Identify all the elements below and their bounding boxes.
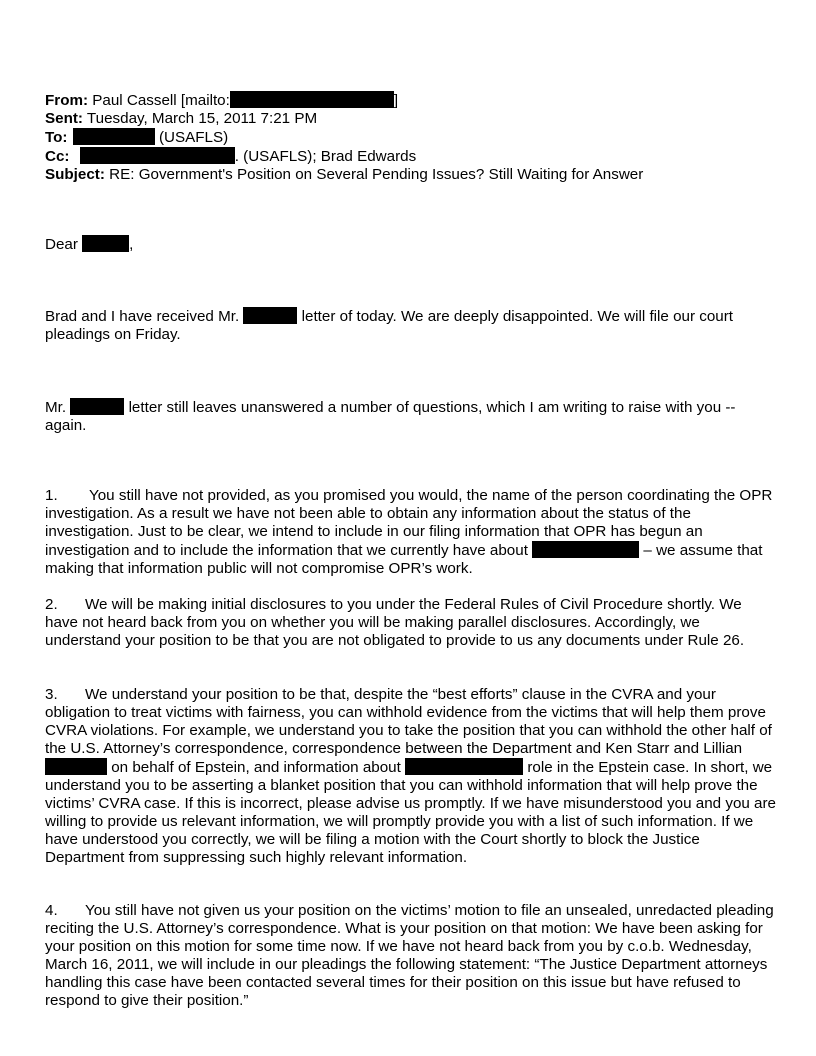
subject-line <box>45 166 777 184</box>
to-value: (USAFLS) <box>158 129 229 146</box>
redaction-box <box>532 541 639 558</box>
item1-before: You still have not provided, as you promised you would, the name of the person coordinating the OPR investigation. As a result we have not been able to obtain any information about the status of the investigation. Just to be clear, we intend to include in our filing information that OPR has begun an investigation and to include the information that we currently have about <box>45 487 773 559</box>
item3-part3: role in the Epstein case. In short, we understand you to be asserting a blanket position that you can withhold information that will help prove the victims’ CVRA case. If this is incorrect, please advise us promptly. If we have misunderstood you and you are willing to provide us relevant information, we will promptly provide you with a list of such information. If we have understood you correctly, we will be filing a motion with the Court shortly to block the Justice Department from suppressing such highly relevant information. <box>45 759 777 866</box>
email-header <box>45 91 777 184</box>
item-number: 1. <box>45 487 58 504</box>
greeting-prefix: Dear <box>45 236 78 253</box>
from-value: Paul Cassell [mailto: <box>92 92 230 109</box>
from-label: From: <box>45 92 89 109</box>
redaction-box <box>243 307 297 324</box>
subject-value: RE: Government's Position on Several Pending Issues? Still Waiting for Answer <box>109 166 644 183</box>
para1-before: Brad and I have received Mr. <box>45 308 240 325</box>
cc-value: . (USAFLS); Brad Edwards <box>234 148 417 165</box>
para2-before: Mr. <box>45 399 67 416</box>
item1-after: – we assume that making that information public will not compromise OPR’s work. <box>45 542 763 577</box>
paragraph-received-letter <box>45 307 777 344</box>
item-number: 3. <box>45 686 58 703</box>
item4-text: You still have not given us your position on the victims’ motion to file an unsealed, unredacted pleading reciting the U.S. Attorney’s correspondence. What is your position on that motion: We have been asking for your position on this motion for some time now. If we have not heard back from you by c.o.b. Wednesday, March 16, 2011, we will include in our pleadings the following statement: “The Justice Department attorneys handling this case have been contacted several times for their position on this issue but have refused to respond to give their position.” <box>45 902 774 1009</box>
redaction-box <box>230 91 394 108</box>
redaction-box <box>70 398 124 415</box>
to-label: To: <box>45 129 68 146</box>
greeting-suffix: , <box>129 236 134 253</box>
from-line <box>45 91 777 110</box>
item-number: 2. <box>45 596 58 613</box>
item3-part1: We understand your position to be that, despite the “best efforts” clause in the CVRA and your obligation to treat victims with fairness, you can withhold evidence from the victims that will help them prove CVRA violations. For example, we understand you to take the position that you can withhold the other half of the U.S. Attorney’s correspondence, correspondence between the Department and Ken Starr and Lillian <box>45 686 772 757</box>
sent-label: Sent: <box>45 110 83 127</box>
greeting <box>45 235 777 254</box>
numbered-item-2 <box>45 596 777 650</box>
numbered-item-4 <box>45 902 777 1010</box>
paragraph-unanswered-questions <box>45 398 777 435</box>
redaction-box <box>73 128 155 145</box>
to-line <box>45 128 777 147</box>
para2-after: letter still leaves unanswered a number of questions, which I am writing to raise with you -- again. <box>45 399 736 434</box>
redaction-box <box>45 758 107 775</box>
para1-after: letter of today. We are deeply disappointed. We will file our court pleadings on Friday. <box>45 308 734 343</box>
cc-label: Cc: <box>45 148 70 165</box>
from-close: ] <box>393 92 399 109</box>
item2-text: We will be making initial disclosures to you under the Federal Rules of Civil Procedure shortly. We have not heard back from you on whether you will be making parallel disclosures. Accordingly, we understand your position to be that you are not obligated to provide to us any documents under Rule 26. <box>45 596 745 649</box>
subject-label: Subject: <box>45 166 105 183</box>
redaction-box <box>82 235 129 252</box>
item-number: 4. <box>45 902 58 919</box>
sent-value: Tuesday, March 15, 2011 7:21 PM <box>86 110 318 127</box>
numbered-item-3 <box>45 686 777 867</box>
numbered-item-1 <box>45 487 777 578</box>
sent-line <box>45 110 777 128</box>
redaction-box <box>405 758 523 775</box>
item3-part2: on behalf of Epstein, and information about <box>111 759 401 776</box>
cc-line <box>45 147 777 166</box>
redaction-box <box>80 147 235 164</box>
